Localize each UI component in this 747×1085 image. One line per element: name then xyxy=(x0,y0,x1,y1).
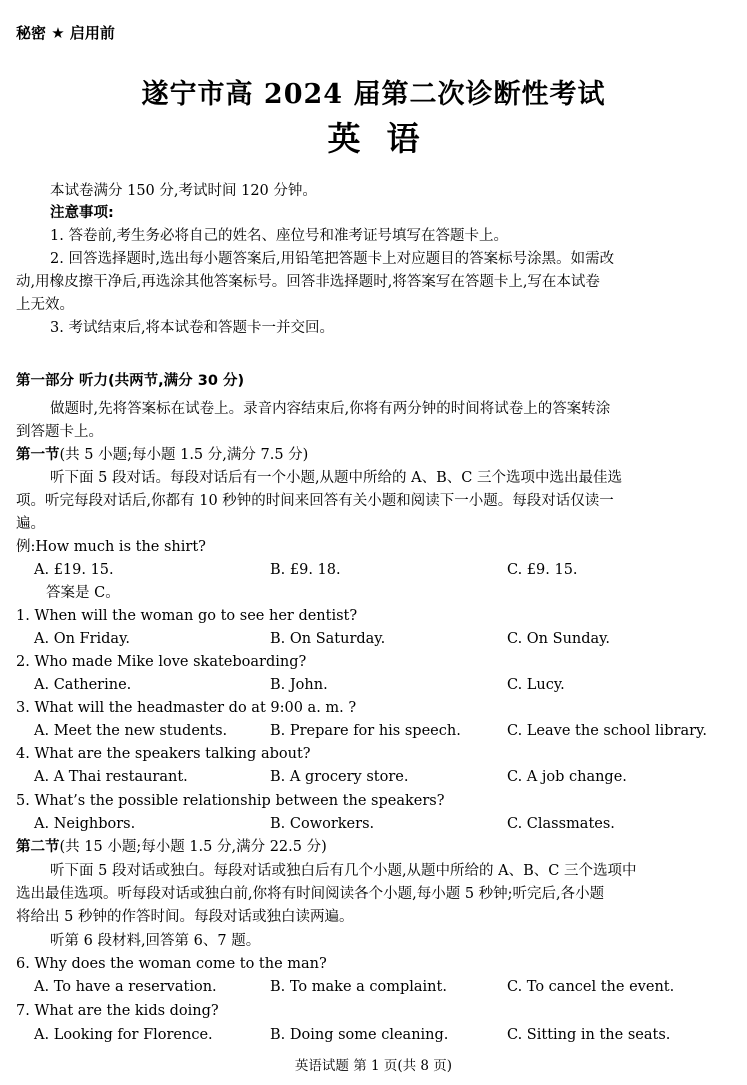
section-1-heading xyxy=(16,444,308,466)
section-2-heading xyxy=(16,836,327,858)
question-4: 4. What are the speakers talking about? xyxy=(16,746,311,762)
question-1-option-a: A. On Friday. xyxy=(34,631,130,647)
question-2-option-c: C. Lucy. xyxy=(507,677,565,693)
section-2-desc-line-3: 将给出 5 秒钟的作答时间。每段对话或独白读两遍。 xyxy=(16,909,354,925)
section-2-label: 第二节 xyxy=(16,839,60,855)
question-2: 2. Who made Mike love skateboarding? xyxy=(16,654,307,670)
question-5-option-b: B. Coworkers. xyxy=(270,816,375,832)
section-1-desc-line-2: 项。听完每段对话后,你都有 10 秒钟的时间来回答有关小题和阅读下一小题。每段对话仅读一 xyxy=(16,493,614,509)
question-3-option-b: B. Prepare for his speech. xyxy=(270,723,461,739)
part-1-desc-line-1: 做题时,先将答案标在试卷上。录音内容结束后,你将有两分钟的时间将试卷上的答案转涂 xyxy=(50,401,611,417)
question-6-option-c: C. To cancel the event. xyxy=(507,979,675,995)
example-option-b: B. £9. 18. xyxy=(270,562,341,578)
question-7-option-c: C. Sitting in the seats. xyxy=(507,1027,671,1043)
question-3: 3. What will the headmaster do at 9:00 a. m. ? xyxy=(16,700,357,716)
section-2-desc-line-1: 听下面 5 段对话或独白。每段对话或独白后有几个小题,从题中所给的 A、B、C 三个选项中 xyxy=(50,863,637,879)
notice-item-1: 1. 答卷前,考生务必将自己的姓名、座位号和准考证号填写在答题卡上。 xyxy=(50,228,509,244)
subject-title: 英语 xyxy=(327,119,446,158)
question-4-option-c: C. A job change. xyxy=(507,769,627,785)
question-4-option-a: A. A Thai restaurant. xyxy=(34,769,188,785)
question-7: 7. What are the kids doing? xyxy=(16,1003,219,1019)
confidential-label: 秘密 ★ 启用前 xyxy=(16,24,115,42)
question-1-option-c: C. On Sunday. xyxy=(507,631,611,647)
example-option-c: C. £9. 15. xyxy=(507,562,578,578)
question-4-option-b: B. A grocery store. xyxy=(270,769,409,785)
question-7-option-a: A. Looking for Florence. xyxy=(34,1027,213,1043)
notice-item-2-line-2: 动,用橡皮擦干净后,再选涂其他答案标号。回答非选择题时,将答案写在答题卡上,写在本试卷 xyxy=(16,274,600,290)
question-5: 5. What’s the possible relationship between the speakers? xyxy=(16,793,445,809)
question-2-option-b: B. John. xyxy=(270,677,328,693)
question-3-option-a: A. Meet the new students. xyxy=(34,723,228,739)
question-6: 6. Why does the woman come to the man? xyxy=(16,956,327,972)
question-1-option-b: B. On Saturday. xyxy=(270,631,386,647)
notice-item-2-line-1: 2. 回答选择题时,选出每小题答案后,用铅笔把答题卡上对应题目的答案标号涂黑。如需改 xyxy=(50,251,615,267)
section-2-desc-line-2: 选出最佳选项。听每段对话或独白前,你将有时间阅读各个小题,每小题 5 秒钟;听完后,各小题 xyxy=(16,886,605,902)
question-3-option-c: C. Leave the school library. xyxy=(507,723,707,739)
section-1-label: 第一节 xyxy=(16,447,60,463)
section-1-desc-line-3: 遍。 xyxy=(16,516,45,532)
example-option-a: A. £19. 15. xyxy=(34,562,114,578)
question-7-option-b: B. Doing some cleaning. xyxy=(270,1027,449,1043)
part-1-desc-line-2: 到答题卡上。 xyxy=(16,424,103,440)
part-1-heading: 第一部分 听力(共两节,满分 30 分) xyxy=(16,373,245,389)
example-answer: 答案是 C。 xyxy=(46,585,120,601)
section-2-scoring: (共 15 小题;每小题 1.5 分,满分 22.5 分) xyxy=(59,839,327,855)
section-1-desc-line-1: 听下面 5 段对话。每段对话后有一个小题,从题中所给的 A、B、C 三个选项中选出最佳选 xyxy=(50,470,622,486)
exam-intro: 本试卷满分 150 分,考试时间 120 分钟。 xyxy=(50,183,317,199)
material-6-instruction: 听第 6 段材料,回答第 6、7 题。 xyxy=(50,933,261,949)
example-question: 例:How much is the shirt? xyxy=(16,539,206,555)
question-1: 1. When will the woman go to see her dentist? xyxy=(16,608,358,624)
question-5-option-a: A. Neighbors. xyxy=(34,816,136,832)
section-1-scoring: (共 5 小题;每小题 1.5 分,满分 7.5 分) xyxy=(59,447,309,463)
notice-title: 注意事项: xyxy=(50,205,114,221)
question-2-option-a: A. Catherine. xyxy=(34,677,132,693)
question-5-option-c: C. Classmates. xyxy=(507,816,615,832)
notice-item-3: 3. 考试结束后,将本试卷和答题卡一并交回。 xyxy=(50,320,335,336)
question-6-option-b: B. To make a complaint. xyxy=(270,979,447,995)
question-6-option-a: A. To have a reservation. xyxy=(34,979,217,995)
page-footer: 英语试题 第 1 页(共 8 页) xyxy=(294,1058,453,1074)
exam-title: 遂宁市高 2024 届第二次诊断性考试 xyxy=(141,79,606,110)
notice-item-2-line-3: 上无效。 xyxy=(16,297,74,313)
